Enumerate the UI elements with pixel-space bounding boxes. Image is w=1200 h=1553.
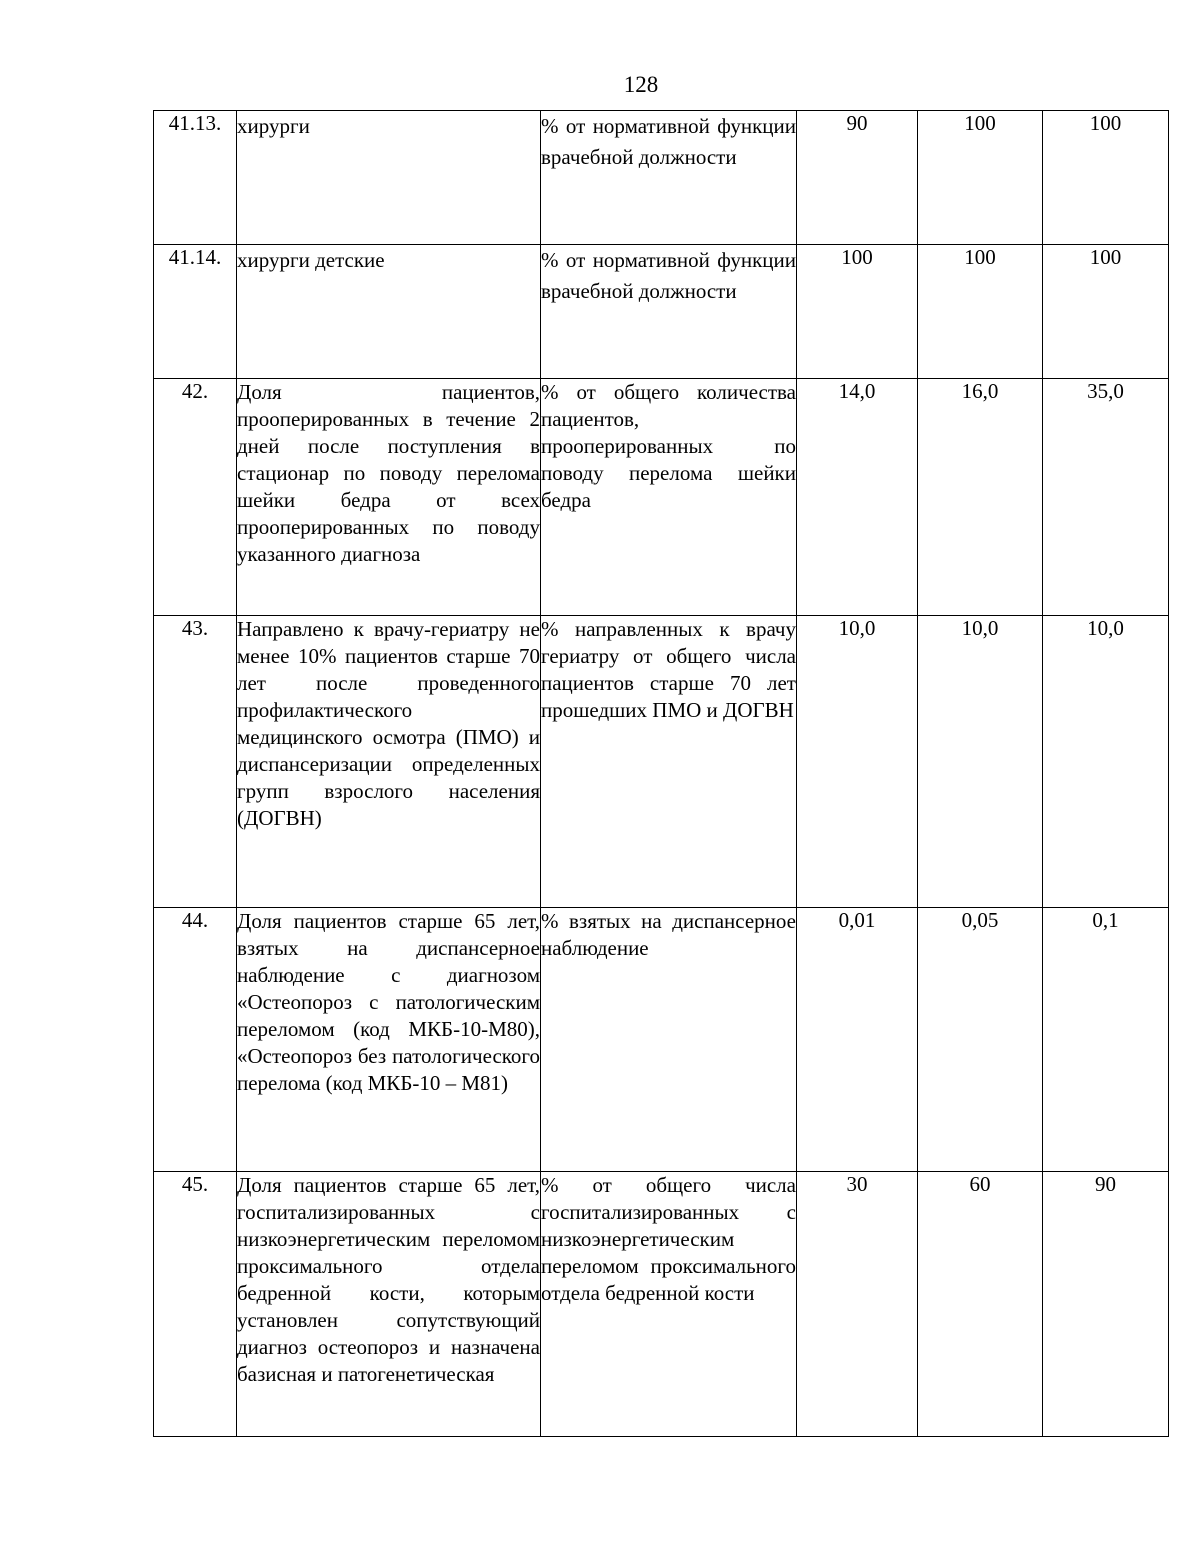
table-row [154,379,1169,616]
row-number: 43. [154,616,237,908]
unit-of-measure: % от нормативной функции врачебной должности [541,245,797,379]
table-row [154,908,1169,1172]
unit-of-measure: % направленных к врачу гериатру от общего числа пациентов старше 70 лет прошедших ПМО и ДОГВН [541,616,797,908]
value-2: 10,0 [918,616,1043,908]
value-2: 0,05 [918,908,1043,1172]
indicator-name: хирурги детские [237,245,541,379]
value-1: 10,0 [797,616,918,908]
value-1: 14,0 [797,379,918,616]
value-2: 100 [918,111,1043,245]
unit-of-measure: % от общего количества пациентов, прооперированных по поводу перелома шейки бедра [541,379,797,616]
value-1: 0,01 [797,908,918,1172]
value-3: 100 [1043,245,1169,379]
value-1: 30 [797,1172,918,1437]
row-number: 45. [154,1172,237,1437]
row-number: 41.14. [154,245,237,379]
value-3: 100 [1043,111,1169,245]
table-row [154,1172,1169,1437]
indicator-name: Доля пациентов, прооперированных в течение 2 дней после поступления в стационар по поводу перелома шейки бедра от всех прооперированных по поводу указанного диагноза [237,379,541,616]
unit-of-measure: % от нормативной функции врачебной должности [541,111,797,245]
indicator-name: Направлено к врачу-гериатру не менее 10% пациентов старше 70 лет после проведенного профилактического медицинского осмотра (ПМО) и диспансеризации определенных групп взрослого населения (ДОГВН) [237,616,541,908]
row-number: 41.13. [154,111,237,245]
value-2: 100 [918,245,1043,379]
indicator-table [153,110,1169,1437]
value-2: 16,0 [918,379,1043,616]
table-row [154,111,1169,245]
value-3: 35,0 [1043,379,1169,616]
indicator-name: Доля пациентов старше 65 лет, госпитализированных с низкоэнергетическим переломом проксимального отдела бедренной кости, которым установлен сопутствующий диагноз остеопороз и назначена базисная и патогенетическая [237,1172,541,1437]
value-1: 100 [797,245,918,379]
value-3: 90 [1043,1172,1169,1437]
value-3: 10,0 [1043,616,1169,908]
indicator-name: Доля пациентов старше 65 лет, взятых на диспансерное наблюдение с диагнозом «Остеопороз с патологическим переломом (код МКБ-10-М80), «Остеопороз без патологического перелома (код МКБ-10 – М81) [237,908,541,1172]
value-1: 90 [797,111,918,245]
row-number: 44. [154,908,237,1172]
value-3: 0,1 [1043,908,1169,1172]
indicator-name: хирурги [237,111,541,245]
table-row [154,616,1169,908]
row-number: 42. [154,379,237,616]
value-2: 60 [918,1172,1043,1437]
table-row [154,245,1169,379]
unit-of-measure: % взятых на диспансерное наблюдение [541,908,797,1172]
page-number: 128 [623,72,659,97]
unit-of-measure: % от общего числа госпитализированных с низкоэнергетическим переломом проксимального отдела бедренной кости [541,1172,797,1437]
